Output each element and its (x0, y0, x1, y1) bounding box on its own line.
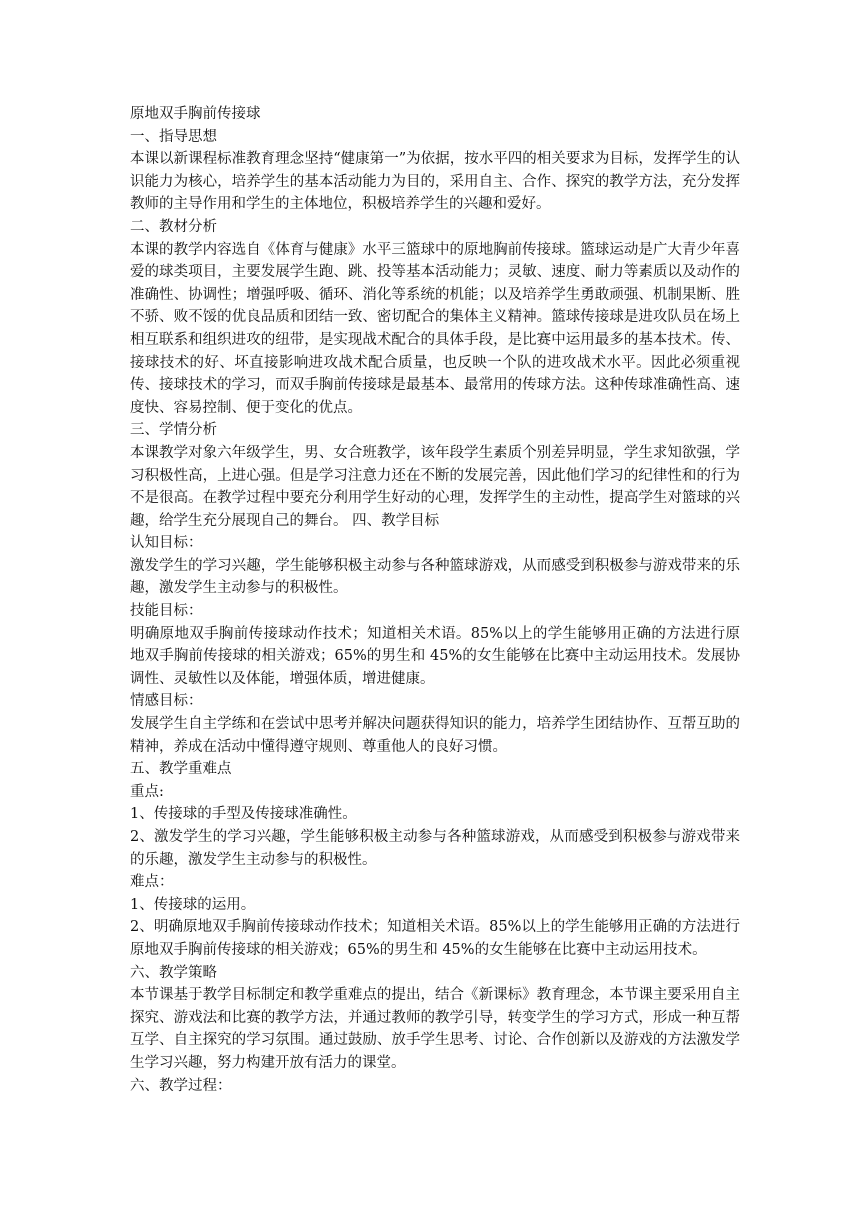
paragraph-learner-analysis: 本课教学对象六年级学生，男、女合班教学，该年段学生素质个别差异明显，学生求知欲强，学习积极性高，上进心强。但是学习注意力还在不断的发展完善，因此他们学习的纪律性和的行为不是很高。在教学过程中要充分利用学生好动的心理，发挥学生的主动性，提高学生对篮球的兴趣，给学生充分展现自己的舞台。 四、教学目标 (130, 444, 740, 529)
key-point-item-2: 2、激发学生的学习兴趣，学生能够积极主动参与各种篮球游戏，从而感受到积极参与游戏带来的乐趣，激发学生主动参与的积极性。 (130, 829, 740, 868)
paragraph-skill-goal: 明确原地双手胸前传接球动作技术；知道相关术语。85%以上的学生能够用正确的方法进行原地双手胸前传接球的相关游戏；65%的男生和 45%的女生能够在比赛中主动运用技术。发展协调性、灵敏性以及体能，增强体质，增进健康。 (130, 625, 740, 687)
heading-guiding-ideology: 一、指导思想 (130, 128, 217, 145)
difficult-point-item-2: 2、明确原地双手胸前传接球动作技术；知道相关术语。85%以上的学生能够用正确的方法进行原地双手胸前传接球的相关游戏；65%的男生和 45%的女生能够在比赛中主动运用技术。 (130, 919, 740, 958)
paragraph-emotional-goal: 发展学生自主学练和在尝试中思考并解决问题获得知识的能力，培养学生团结协作、互帮互助的精神，养成在活动中懂得遵守规则、尊重他人的良好习惯。 (130, 716, 740, 755)
heading-learner-analysis: 三、学情分析 (130, 422, 217, 439)
label-key-point: 重点: (130, 783, 164, 800)
paragraph-textbook-analysis: 本课的教学内容选自《体育与健康》水平三篮球中的原地胸前传接球。篮球运动是广大青少年喜爱的球类项目，主要发展学生跑、跳、投等基本活动能力；灵敏、速度、耐力等素质以及动作的准确性、协调性；增强呼吸、循环、消化等系统的机能；以及培养学生勇敢顽强、机制果断、胜不骄、败不馁的优良品质和团结一致、密切配合的集体主义精神。篮球传接球是进攻队员在场上相互联系和组织进攻的纽带，是实现战术配合的具体手段，是比赛中运用最多的基本技术。传、接球技术的好、坏直接影响进攻战术配合质量，也反映一个队的进攻战术水平。因此必须重视传、接球技术的学习，而双手胸前传接球是最基本、最常用的传球方法。这种传球准确性高、速度快、容易控制、便于变化的优点。 (130, 241, 740, 416)
paragraph-cognitive-goal: 激发学生的学习兴趣，学生能够积极主动参与各种篮球游戏，从而感受到积极参与游戏带来的乐趣，激发学生主动参与的积极性。 (130, 557, 740, 597)
heading-textbook-analysis: 二、教材分析 (130, 218, 217, 235)
label-skill-goal: 技能目标： (130, 603, 203, 620)
label-cognitive-goal: 认知目标： (130, 535, 203, 552)
paragraph-teaching-strategy: 本节课基于教学目标制定和教学重难点的提出，结合《新课标》教育理念，本节课主要采用自主探究、游戏法和比赛的教学方法，并通过教师的教学引导，转变学生的学习方式，形成一种互帮互学、自主探究的学习氛围。通过鼓励、放手学生思考、讨论、合作创新以及游戏的方法激发学生学习兴趣，努力构建开放有活力的课堂。 (130, 987, 740, 1071)
heading-teaching-process: 六、教学过程： (130, 1077, 232, 1094)
difficult-point-item-1: 1、传接球的运用。 (130, 896, 256, 913)
label-emotional-goal: 情感目标： (130, 693, 203, 710)
key-point-item-1: 1、传接球的手型及传接球准确性。 (130, 806, 357, 823)
label-difficult-point: 难点： (130, 874, 174, 891)
document-title: 原地双手胸前传接球 (130, 106, 261, 122)
heading-teaching-strategy: 六、教学策略 (130, 964, 217, 981)
paragraph-guiding-ideology: 本课以新课程标准教育理念坚持“健康第一”为依据，按水平四的相关要求为目标，发挥学生的认识能力为核心，培养学生的基本活动能力为目的，采用自主、合作、探究的教学方法，充分发挥教师的主导作用和学生的主体地位，积极培养学生的兴趣和爱好。 (130, 151, 740, 213)
heading-key-points: 五、教学重难点 (130, 761, 232, 778)
document-page (130, 103, 740, 1097)
